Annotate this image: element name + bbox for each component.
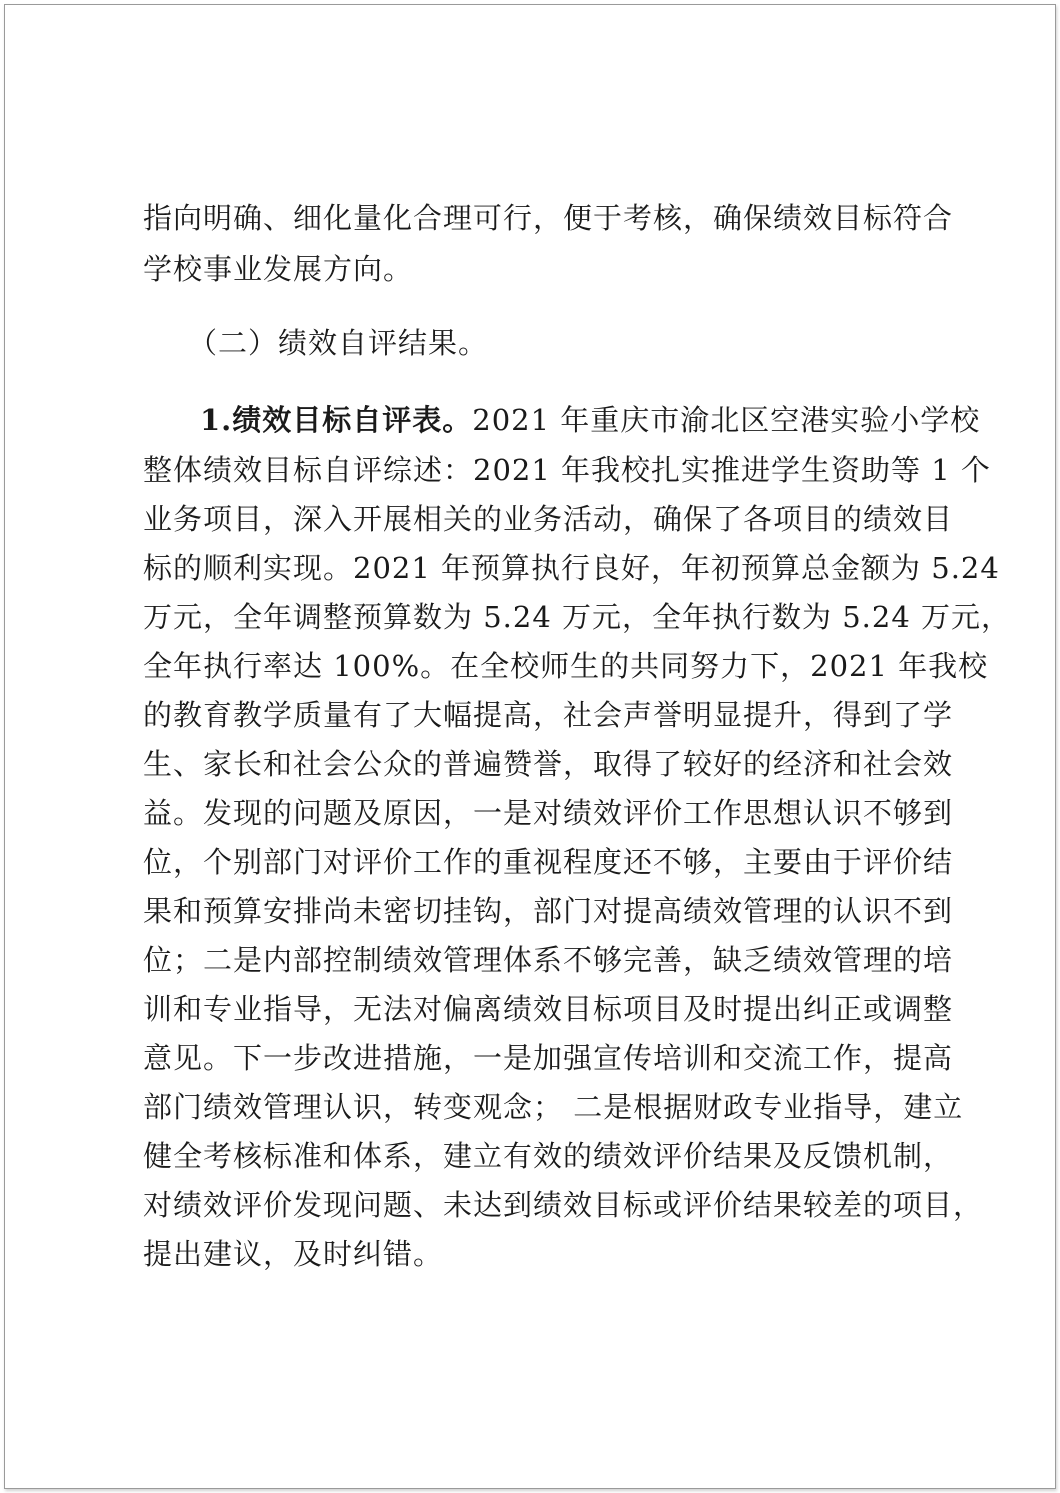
paragraph-2-line: 对绩效评价发现问题、未达到绩效目标或评价结果较差的项目， [143,1188,984,1222]
paragraph-2-line: 的教育教学质量有了大幅提高，社会声誉明显提升，得到了学 [143,698,954,732]
paragraph-2-lead: 1.绩效目标自评表。 [200,403,473,437]
paragraph-2-line: 益。发现的问题及原因，一是对绩效评价工作思想认识不够到 [143,796,954,830]
paragraph-2-line: 业务项目，深入开展相关的业务活动，确保了各项目的绩效目 [143,502,954,536]
paragraph-2-line-1 [200,400,980,440]
paragraph-2-line: 果和预算安排尚未密切挂钩，部门对提高绩效管理的认识不到 [143,894,954,928]
paragraph-2-line: 位，个别部门对评价工作的重视程度还不够，主要由于评价结 [143,845,954,879]
paragraph-1-line-2: 学校事业发展方向。 [143,252,414,286]
paragraph-2-line: 位；二是内部控制绩效管理体系不够完善，缺乏绩效管理的培 [143,943,954,977]
paragraph-2-line: 意见。下一步改进措施，一是加强宣传培训和交流工作，提高 [143,1041,954,1075]
paragraph-2-line: 提出建议，及时纠错。 [143,1237,444,1271]
paragraph-2-line: 训和专业指导，无法对偏离绩效目标项目及时提出纠正或调整 [143,992,954,1026]
paragraph-2-line: 标的顺利实现。2021 年预算执行良好，年初预算总金额为 5.24 [143,551,1000,585]
paragraph-1-line-1: 指向明确、细化量化合理可行，便于考核，确保绩效目标符合 [143,201,954,235]
paragraph-2-line: 部门绩效管理认识，转变观念； 二是根据财政专业指导，建立 [143,1090,964,1124]
paragraph-2-line-1-text: 2021 年重庆市渝北区空港实验小学校 [472,403,981,437]
paragraph-2-line: 健全考核标准和体系，建立有效的绩效评价结果及反馈机制， [143,1139,954,1173]
paragraph-2-line: 整体绩效目标自评综述：2021 年我校扎实推进学生资助等 1 个 [143,453,991,487]
paragraph-2-line: 生、家长和社会公众的普遍赞誉，取得了较好的经济和社会效 [143,747,954,781]
paragraph-2-line: 万元，全年调整预算数为 5.24 万元，全年执行数为 5.24 万元， [143,600,1012,634]
paragraph-2-line: 全年执行率达 100%。在全校师生的共同努力下，2021 年我校 [143,649,989,683]
section-heading: （二）绩效自评结果。 [188,326,489,360]
